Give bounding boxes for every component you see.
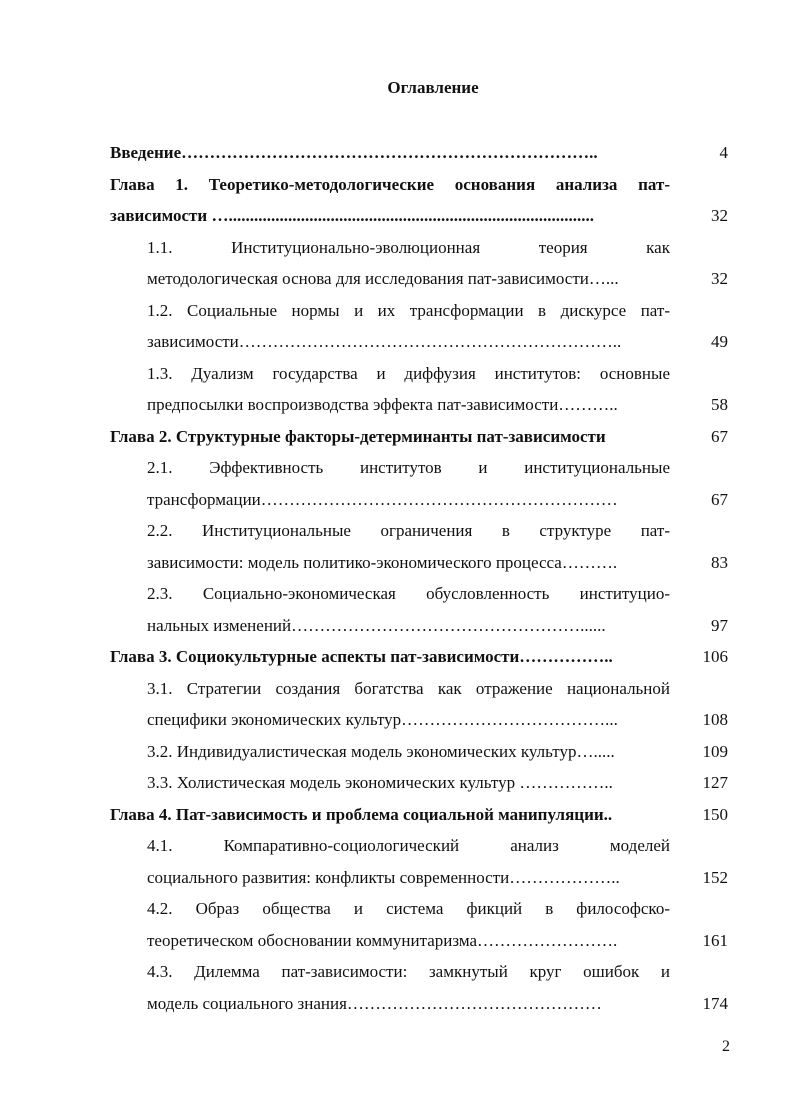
toc-entry-chapter-4: Глава 4. Пат-зависимость и проблема социальной манипуляции.. <box>110 805 613 824</box>
toc-entry-chapter-3: Глава 3. Социокультурные аспекты пат-зависимости…………….. <box>110 647 613 666</box>
toc-entry-1-1: 1.1. Институционально-эволюционная теория как <box>147 238 670 257</box>
toc-page: 108 <box>702 710 728 729</box>
toc-page: 58 <box>711 395 728 414</box>
toc-entry-3-2: 3.2. Индивидуалистическая модель экономических культур…..... <box>147 742 615 761</box>
toc-page: 127 <box>702 773 728 792</box>
toc-page: 161 <box>702 931 728 950</box>
toc-page: 97 <box>711 616 728 635</box>
toc-page: 32 <box>711 206 728 225</box>
toc-page: 174 <box>702 994 728 1013</box>
toc-entry-2-1-cont: трансформации……………………………………………………… <box>147 490 618 509</box>
toc-entry-3-1-cont: специфики экономических культур………………………………... <box>147 710 618 729</box>
toc-page: 32 <box>711 269 728 288</box>
toc-entry-4-3: 4.3. Дилемма пат-зависимости: замкнутый круг ошибок и <box>147 962 670 981</box>
toc-page: 67 <box>711 427 728 446</box>
toc-entry-2-2: 2.2. Институциональные ограничения в структуре пат- <box>147 521 670 540</box>
toc-entry-4-2: 4.2. Образ общества и система фикций в философско- <box>147 899 670 918</box>
toc-entry-1-1-cont: методологическая основа для исследования пат-зависимости…... <box>147 269 619 288</box>
toc-entry-4-2-cont: теоретическом обосновании коммунитаризма……………………. <box>147 931 618 950</box>
toc-entry-chapter-1: Глава 1. Теоретико-методологические основания анализа пат- <box>110 175 670 194</box>
toc-entry-2-3: 2.3. Социально-экономическая обусловленность институцио- <box>147 584 670 603</box>
toc-page: 49 <box>711 332 728 351</box>
toc-title: Оглавление <box>387 78 479 97</box>
toc-entry-4-1-cont: социального развития: конфликты современности……………….. <box>147 868 620 887</box>
toc-entry-4-1: 4.1. Компаративно-социологический анализ моделей <box>147 836 670 855</box>
toc-entry-4-3-cont: модель социального знания……………………………………… <box>147 994 602 1013</box>
toc-entry-3-1: 3.1. Стратегии создания богатства как отражение национальной <box>147 679 670 698</box>
toc-entry-2-1: 2.1. Эффективность институтов и институциональные <box>147 458 670 477</box>
toc-page: 150 <box>702 805 728 824</box>
toc-entry-2-3-cont: нальных изменений……………………………………………...... <box>147 616 606 635</box>
toc-entry-3-3: 3.3. Холистическая модель экономических культур …………….. <box>147 773 613 792</box>
toc-page: 67 <box>711 490 728 509</box>
toc-page: 106 <box>702 647 728 666</box>
toc-entry-chapter-2: Глава 2. Структурные факторы-детерминанты пат-зависимости <box>110 427 606 446</box>
toc-entry-1-2: 1.2. Социальные нормы и их трансформации в дискурсе пат- <box>147 301 670 320</box>
toc-page: 83 <box>711 553 728 572</box>
toc-page: 4 <box>719 143 728 162</box>
toc-page: 109 <box>702 742 728 761</box>
toc-entry-1-2-cont: зависимости………………………………………………………….. <box>147 332 622 351</box>
toc-entry-1-3: 1.3. Дуализм государства и диффузия институтов: основные <box>147 364 670 383</box>
toc-entry-2-2-cont: зависимости: модель политико-экономического процесса………. <box>147 553 618 572</box>
toc-entry-1-3-cont: предпосылки воспроизводства эффекта пат-зависимости……….. <box>147 395 618 414</box>
page-number: 2 <box>722 1038 730 1055</box>
toc-entry-chapter-1-cont: зависимости …...................................................................................... <box>110 206 594 225</box>
toc-page: 152 <box>702 868 728 887</box>
toc-entry-intro: Введение……………………………………………………………….. <box>110 143 598 162</box>
